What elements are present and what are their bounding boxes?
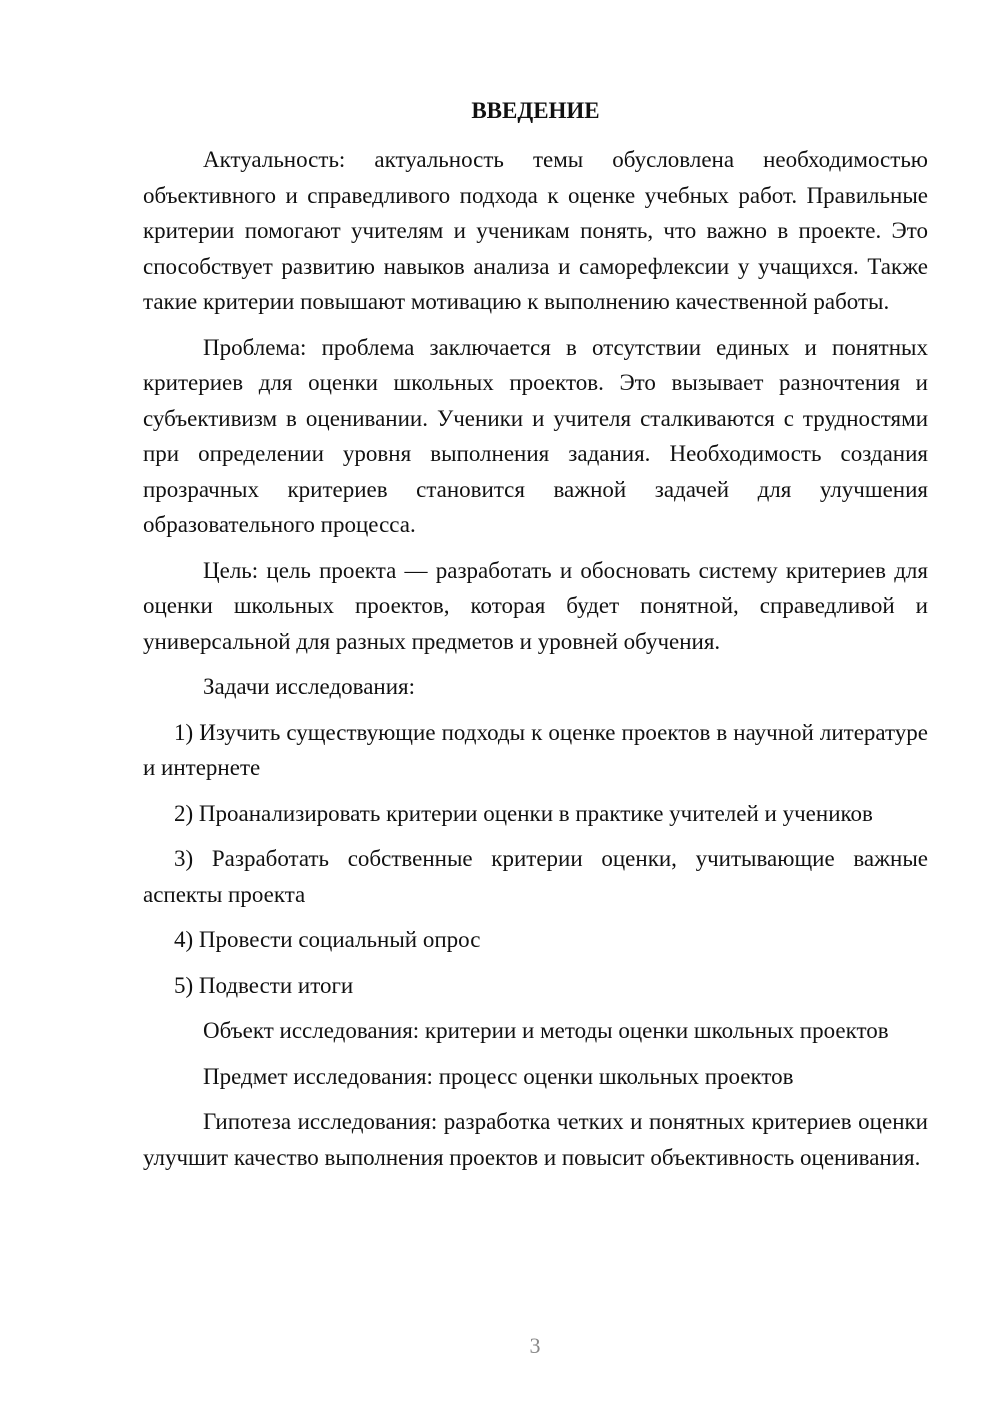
task-item: 3) Разработать собственные критерии оценки, учитывающие важные аспекты проекта [143, 846, 928, 907]
section-title: ВВЕДЕНИЕ [471, 98, 600, 123]
task-item: 1) Изучить существующие подходы к оценке проектов в научной литературе и интернете [143, 719, 928, 780]
problem-paragraph: Проблема: проблема заключается в отсутствии единых и понятных критериев для оценки школьных проектов. Это вызывает разночтения и субъективизм в оценивании. Ученики и учителя сталкиваются с трудностями при определении уровня выполнения задания. Необходимость создания прозрачных критериев становится важной задачей для улучшения образовательного процесса. [143, 334, 928, 537]
hypothesis-paragraph: Гипотеза исследования: разработка четких и понятных критериев оценки улучшит качество выполнения проектов и повысит объективность оценивания. [143, 1109, 928, 1170]
tasks-heading: Задачи исследования: [203, 674, 416, 699]
page-number: 3 [529, 1333, 541, 1358]
goal-paragraph: Цель: цель проекта — разработать и обосновать систему критериев для оценки школьных проектов, которая будет понятной, справедливой и универсальной для разных предметов и уровней обучения. [143, 557, 928, 654]
document-page [143, 96, 928, 1185]
task-item: 4) Провести социальный опрос [174, 927, 481, 952]
object-paragraph: Объект исследования: критерии и методы оценки школьных проектов [203, 1018, 889, 1043]
relevance-paragraph: Актуальность: актуальность темы обусловлена необходимостью объективного и справедливого подхода к оценке учебных работ. Правильные критерии помогают учителям и ученикам понять, что важно в проекте. Это способствует развитию навыков анализа и саморефлексии у учащихся. Также такие критерии повышают мотивацию к выполнению качественной работы. [143, 147, 928, 314]
task-item: 5) Подвести итоги [174, 972, 354, 998]
subject-paragraph: Предмет исследования: процесс оценки школьных проектов [203, 1063, 794, 1089]
task-item: 2) Проанализировать критерии оценки в практике учителей и учеников [174, 800, 873, 826]
